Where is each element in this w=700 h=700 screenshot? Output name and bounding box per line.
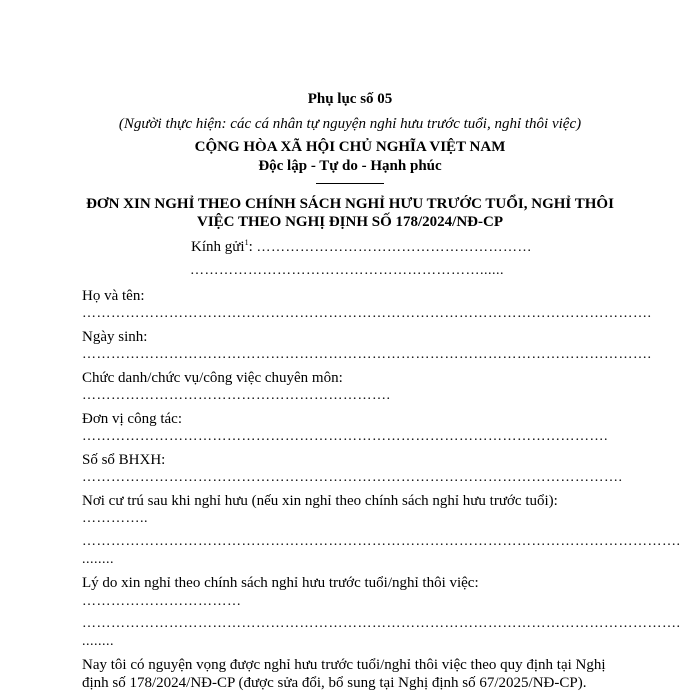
date-of-birth-label: Ngày sinh: [82,329,148,345]
social-insurance-label: Số sổ BHXH: [82,452,166,468]
reason-field-line-2[interactable]: ……………………………………………………………………………………………………………. [82,616,681,631]
recipient-row [191,238,532,257]
residence-field-line-1[interactable]: ………….. [82,511,148,526]
position-field[interactable]: ………………………………………………………. [82,388,391,403]
appendix-number: Phụ lục số 05 [307,91,393,107]
social-insurance-field[interactable]: …………………………………………………………………………………………………. [82,470,623,485]
recipient-colon: : [248,239,253,255]
residence-field-line-3[interactable]: ........ [82,552,114,567]
reason-field-line-1[interactable]: …………………………… [82,594,242,609]
workplace-label: Đơn vị công tác: [82,411,182,427]
full-name-label: Họ và tên: [82,288,145,304]
residence-field-line-2[interactable]: ……………………………………………………………………………………………………………. [82,534,681,549]
recipient-dots-1[interactable]: ………………………………………………… [256,240,532,255]
national-motto: Độc lập - Tự do - Hạnh phúc [258,158,442,174]
position-label: Chức danh/chức vụ/công việc chuyên môn: [82,370,343,386]
recipient-dots-2[interactable]: ……………………………………………………...... [190,263,504,278]
form-title-line-1: ĐƠN XIN NGHỈ THEO CHÍNH SÁCH NGHỈ HƯU TRƯỚC TUỔI, NGHỈ THÔI [86,196,614,212]
motto-underline [316,183,384,184]
recipient-label: Kính gửi [191,239,245,255]
request-paragraph-line-1: Nay tôi có nguyện vọng được nghỉ hưu trước tuổi/nghỉ thôi việc theo quy định tại Nghị [82,657,606,673]
reason-field-line-3[interactable]: ........ [82,634,114,649]
footnote-marker: 1 [244,238,249,247]
residence-label: Nơi cư trú sau khi nghỉ hưu (nếu xin nghỉ theo chính sách nghỉ hưu trước tuổi): [82,493,558,509]
full-name-field[interactable]: ………………………………………………………………………………………………………. [82,306,652,321]
country-name: CỘNG HÒA XÃ HỘI CHỦ NGHĨA VIỆT NAM [194,139,506,155]
date-of-birth-field[interactable]: ………………………………………………………………………………………………………. [82,347,652,362]
workplace-field[interactable]: ………………………………………………………………………………………………. [82,429,608,444]
performer-note: (Người thực hiện: các cá nhân tự nguyện nghỉ hưu trước tuổi, nghỉ thôi việc) [118,116,582,132]
reason-label: Lý do xin nghỉ theo chính sách nghỉ hưu trước tuổi/nghỉ thôi việc: [82,575,479,591]
request-paragraph-line-2: định số 178/2024/NĐ-CP (được sửa đổi, bổ sung tại Nghị định số 67/2025/NĐ-CP). [82,675,587,691]
form-title-line-2: VIỆC THEO NGHỊ ĐỊNH SỐ 178/2024/NĐ-CP [196,214,503,230]
